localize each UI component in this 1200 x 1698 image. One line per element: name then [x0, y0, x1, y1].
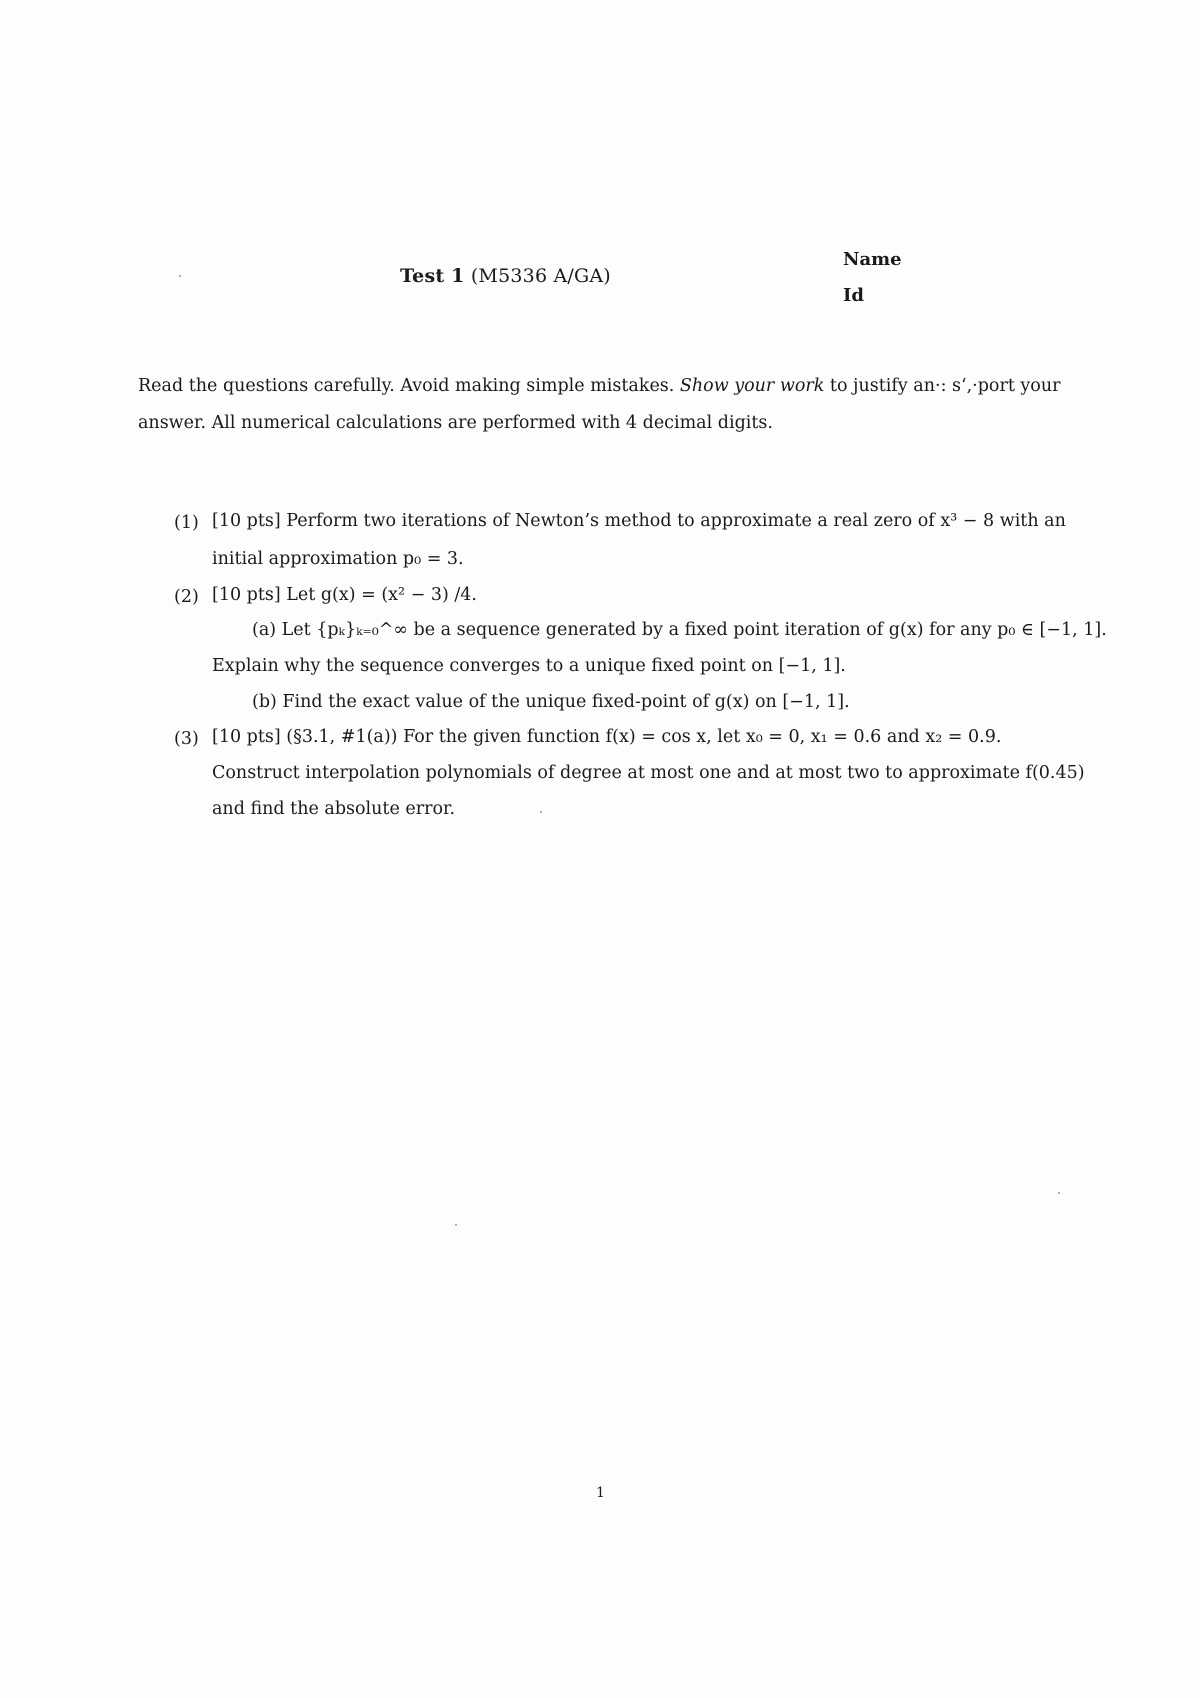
question-3-line-2: Construct interpolation polynomials of degree at most one and at most two to approximate f(0.45) — [212, 763, 1085, 783]
scan-speck — [540, 811, 542, 813]
id-field-label: Id — [843, 285, 865, 306]
question-1-number: (1) — [174, 513, 199, 533]
instructions-garble-2: ʻ,· — [961, 376, 978, 396]
instructions-garble-1: ·: — [935, 376, 947, 396]
question-3-number: (3) — [174, 729, 199, 749]
instructions-line-2: answer. All numerical calculations are performed with 4 decimal digits. — [138, 413, 773, 433]
page-number: 1 — [596, 1485, 605, 1501]
test-title — [400, 265, 611, 287]
question-1-line-2: initial approximation p₀ = 3. — [212, 549, 464, 569]
question-2-number: (2) — [174, 587, 199, 607]
instructions — [138, 368, 1074, 442]
instructions-emphasis: Show your work — [679, 376, 825, 396]
question-3-line-1: [10 pts] (§3.1, #1(a)) For the given function f(x) = cos x, let x₀ = 0, x₁ = 0.6 and x₂ = 0.9. — [212, 727, 1002, 747]
question-2b-line-1: (b) Find the exact value of the unique fixed-point of g(x) on [−1, 1]. — [252, 692, 850, 712]
question-2a-line-2: Explain why the sequence converges to a unique fixed point on [−1, 1]. — [212, 656, 846, 676]
instructions-part-2: to justify an — [824, 376, 935, 396]
question-3-line-3: and find the absolute error. — [212, 799, 456, 819]
test-title-label: Test 1 — [400, 265, 465, 287]
question-1-line-1: [10 pts] Perform two iterations of Newton’s method to approximate a real zero of x³ − 8 with an — [212, 511, 1066, 531]
instructions-part-3: s — [946, 376, 962, 396]
instructions-line-1 — [138, 368, 1074, 405]
instructions-part-4: port your — [977, 376, 1061, 396]
course-code: (M5336 A/GA) — [470, 265, 611, 287]
question-2a-line-1: (a) Let {pₖ}ₖ₌₀^∞ be a sequence generated by a fixed point iteration of g(x) for any p₀ ∈ [−1, 1]. — [252, 620, 1107, 640]
scan-speck — [179, 275, 181, 277]
scan-speck — [455, 1224, 457, 1226]
scan-speck — [1058, 1192, 1060, 1194]
name-field-label: Name — [843, 249, 902, 270]
instructions-part-1: Read the questions carefully. Avoid making simple mistakes. — [138, 376, 680, 396]
question-2-line-1: [10 pts] Let g(x) = (x² − 3) /4. — [212, 585, 477, 605]
